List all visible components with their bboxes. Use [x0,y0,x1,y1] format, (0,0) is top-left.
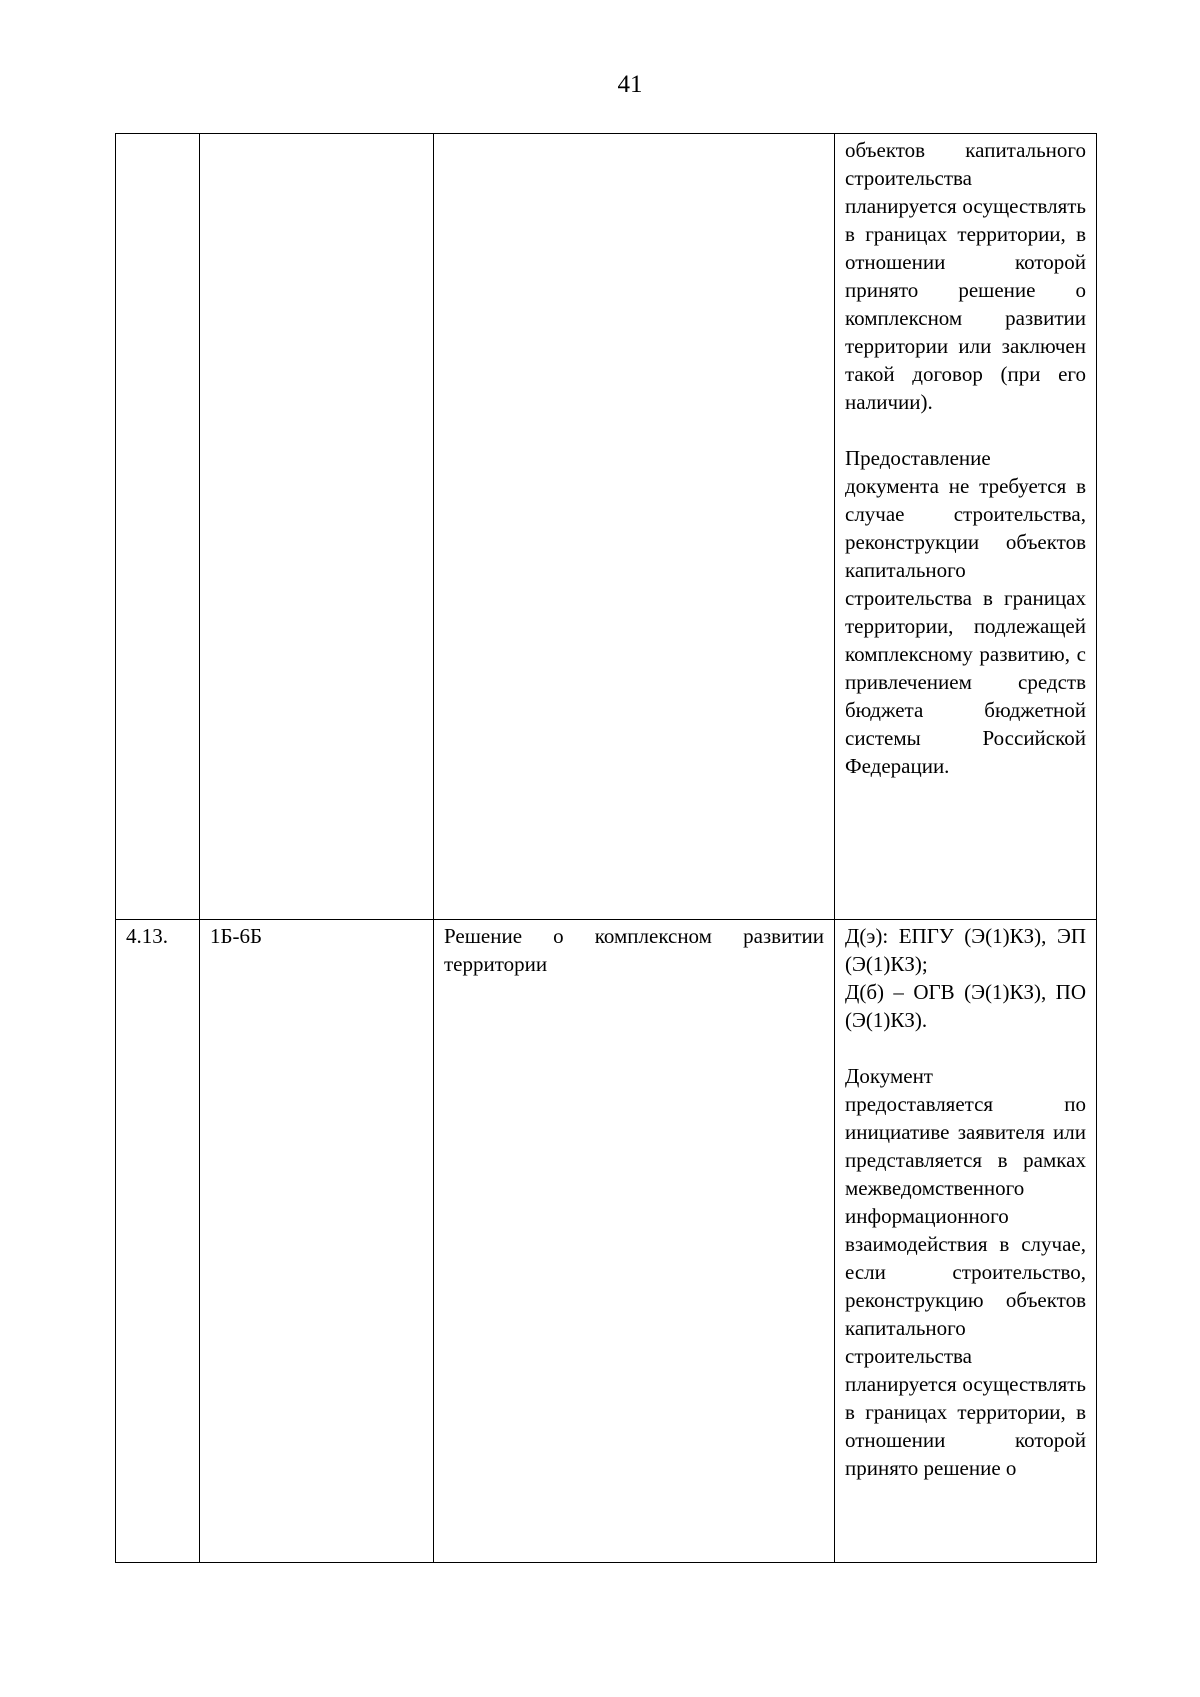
requirements-table [115,133,1097,1563]
note-paragraph: Документ предоставляется по инициативе заявителя или представляется в рамках межведомственного информационного взаимодействия в случае, если строительство, реконструкцию объектов капитального строительства планируется осуществлять в границах территории, в отношении которой принято решение о [845,1064,1086,1480]
row-number: 4.13. [126,924,168,948]
note-paragraph: объектов капитального строительства планируется осуществлять в границах территории, в отношении которой принято решение о комплексном развитии территории или заключен такой договор (при его наличии). [845,138,1086,414]
document-name [434,134,834,139]
notes-cell [835,134,1097,920]
document-name: Решение о комплексном развитии территории [444,924,824,976]
note-line: Д(э): ЕПГУ (Э(1)КЗ), ЭП (Э(1)КЗ); [845,924,1086,976]
code-cell [200,134,434,920]
code-cell [200,920,434,1563]
notes-cell [835,920,1097,1563]
page-number: 41 [617,71,643,98]
note-line: Д(б) – ОГВ (Э(1)КЗ), ПО (Э(1)КЗ). [845,980,1086,1032]
document-name-cell [434,134,835,920]
table-row [116,920,1097,1563]
document-name-cell [434,920,835,1563]
row-number-cell [116,134,200,920]
row-number [116,134,199,139]
note-paragraph: Предоставление документа не требуется в случае строительства, реконструкции объектов капитального строительства в границах территории, подлежащей комплексному развитию, с привлечением средств бюджета бюджетной системы Российской Федерации. [845,446,1086,778]
row-number-cell [116,920,200,1563]
row-code: 1Б-6Б [210,924,263,948]
row-code [200,134,433,139]
table-row [116,134,1097,920]
